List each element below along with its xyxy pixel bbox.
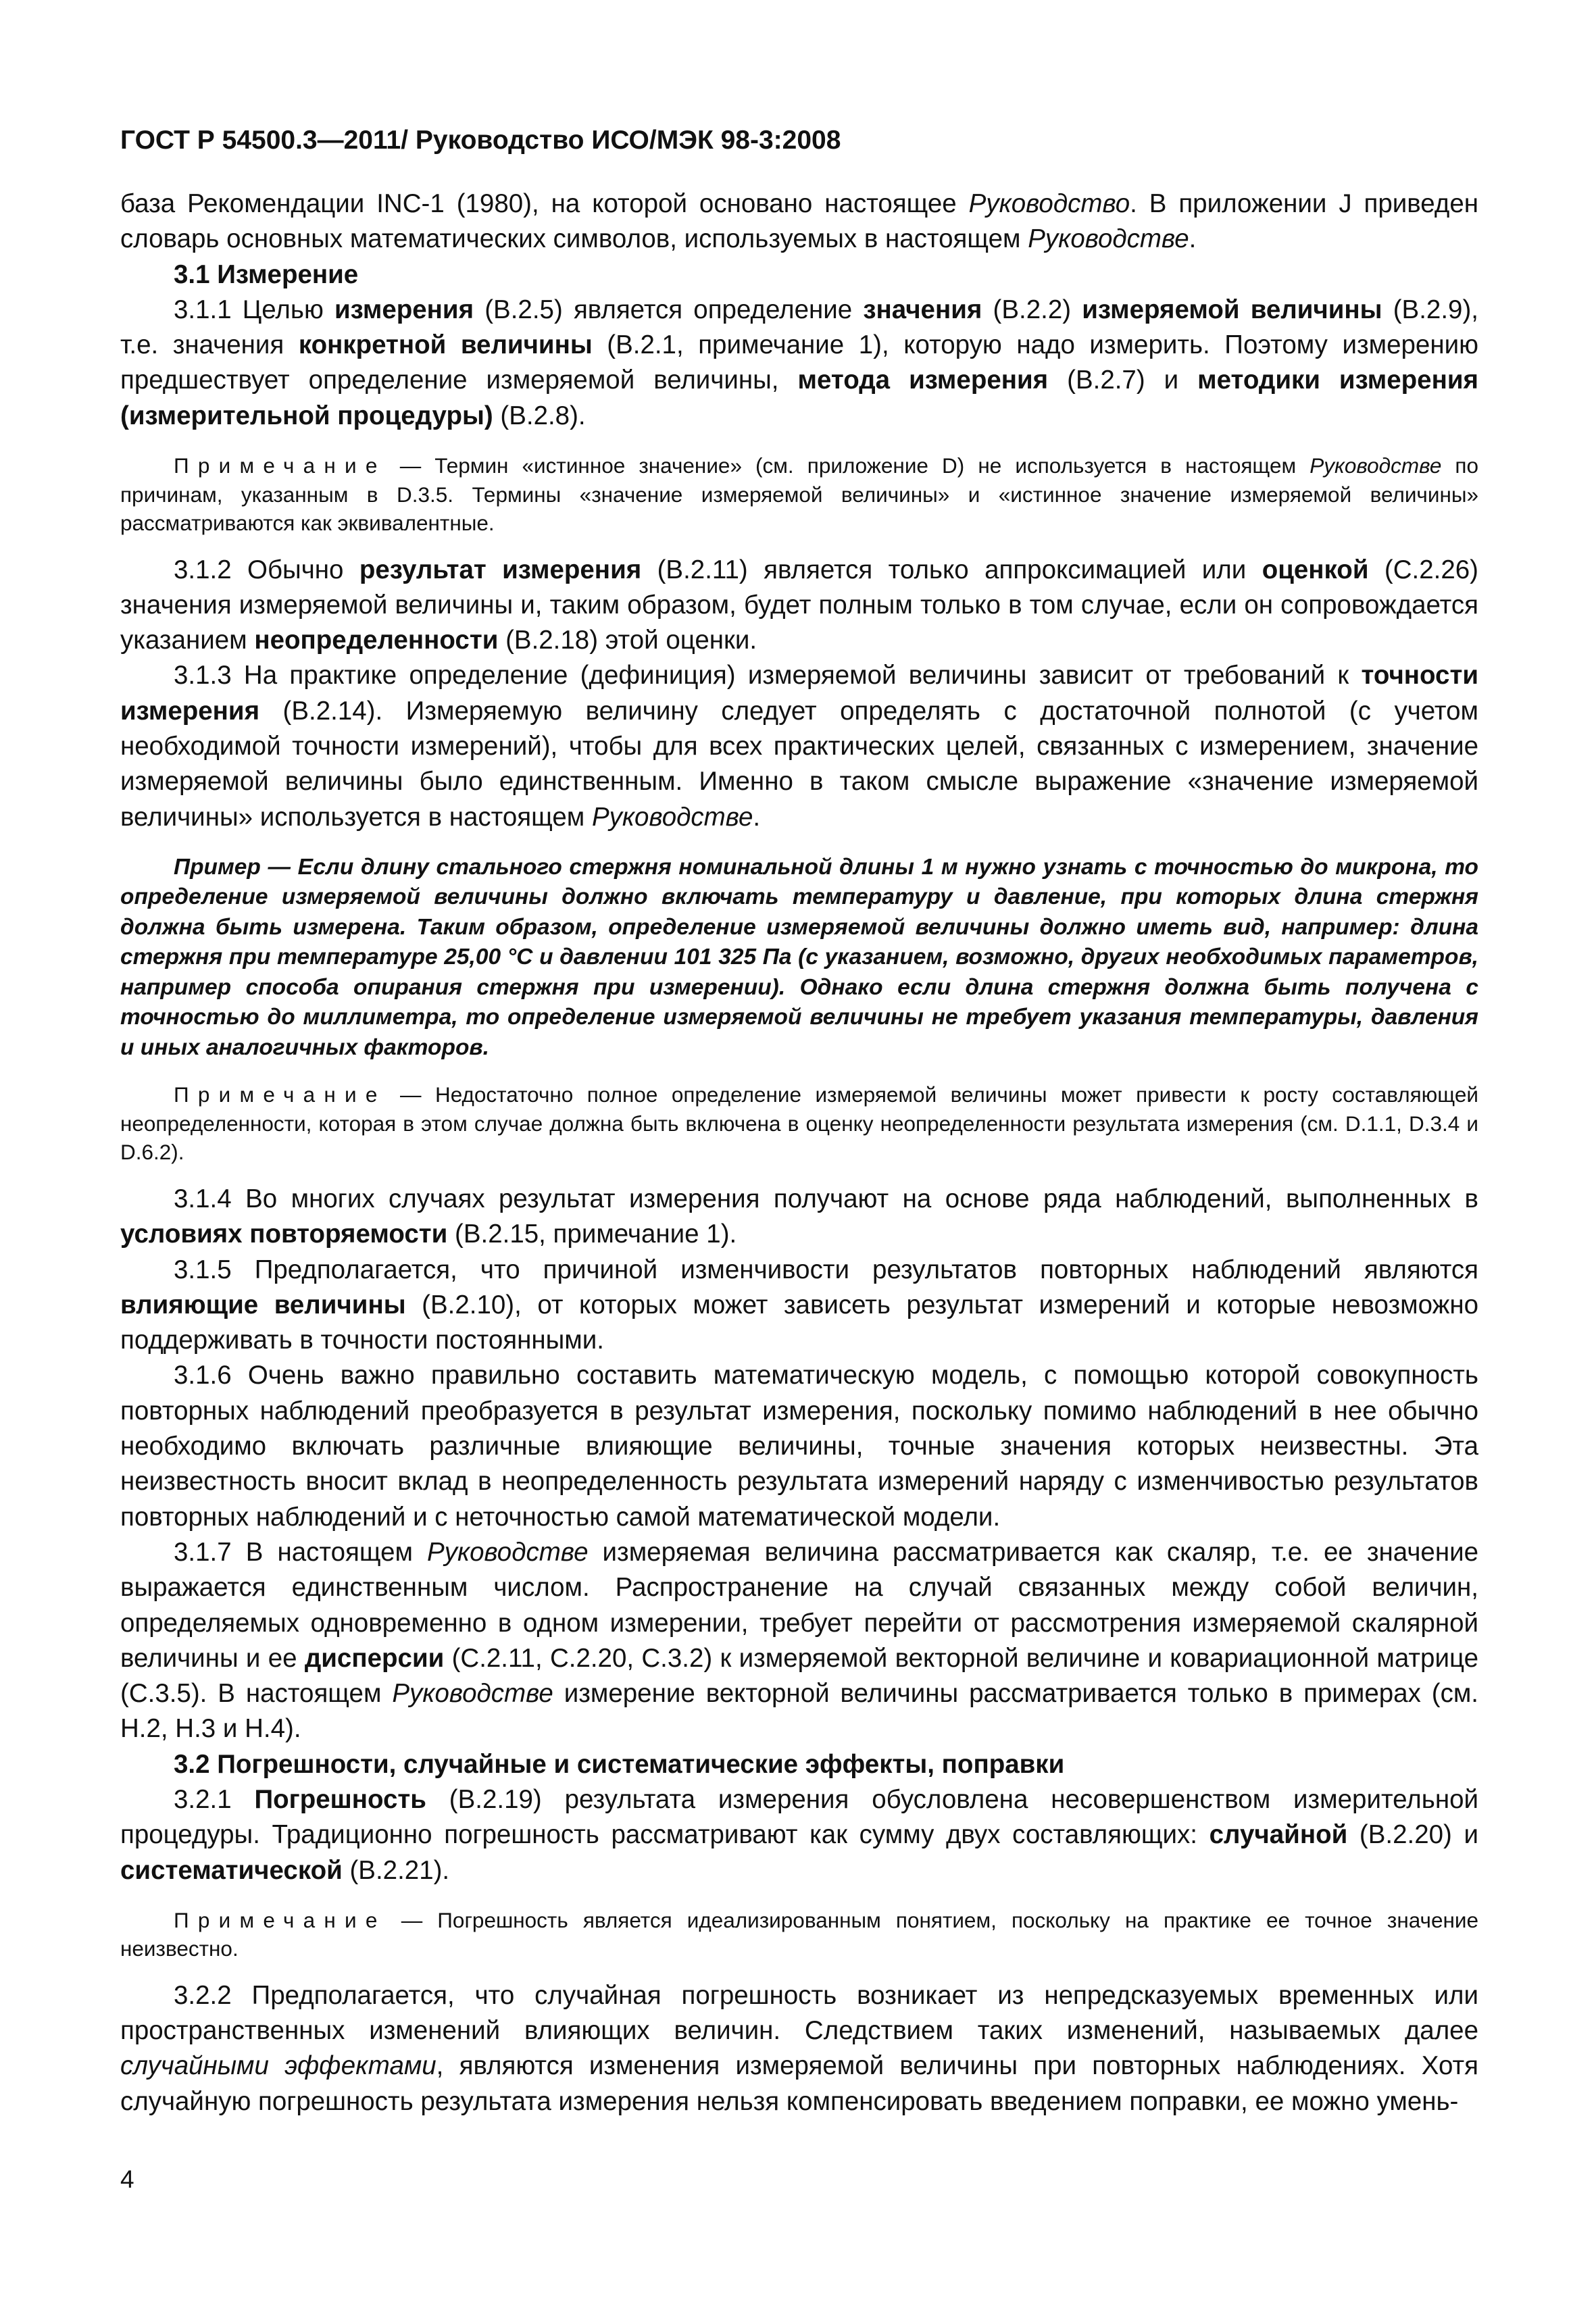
note-label: Примечание (174, 1082, 386, 1107)
note-2: Примечание — Недостаточно полное определение измеряемой величины может привести к росту составляющей неопределенности, которая в этом случае должна быть включена в оценку неопределенности результата измерения (см. D.1.1, D.3.4 и D.6.2). (120, 1082, 1478, 1165)
paragraph-3-1-2: 3.1.2 Обычно результат измерения (B.2.11) является только аппроксимацией или оценкой (C.2.26) значения измеряемой величины и, таким образом, будет полным только в том случае, если он сопровождается указанием неопределенности (B.2.18) этой оценки. (120, 555, 1478, 655)
intro-paragraph: база Рекомендации INC-1 (1980), на которой основано настоящее Руководство. В приложении J приведен словарь основных математических символов, используемых в настоящем Руководстве. (120, 189, 1479, 254)
note-3: Примечание — Погрешность является идеализированным понятием, поскольку на практике ее точное значение неизвестно. (120, 1907, 1478, 1961)
note-label: Примечание (174, 453, 386, 478)
note-label: Примечание (174, 1907, 386, 1932)
paragraph-3-1-4: 3.1.4 Во многих случаях результат измерения получают на основе ряда наблюдений, выполненных в условиях повторяемости (B.2.15, примечание 1). (120, 1184, 1478, 1249)
paragraph-3-2-1: 3.2.1 Погрешность (B.2.19) результата измерения обусловлена несовершенством измерительной процедуры. Традиционно погрешность рассматривают как сумму двух составляющих: случайной (B.2.20) и систематической (B.2.21). (120, 1785, 1478, 1885)
page-number: 4 (120, 2165, 134, 2193)
example-block: Пример — Если длину стального стержня номинальной длины 1 м нужно узнать с точностью до микрона, то определение измеряемой величины должно включать температуру и давление, при которых длина стержня должна быть измерена. Таким образом, определение измеряемой величины должно иметь вид, например: длина стержня при температуре 25,00 °С и давлении 101 325 Па (с указанием, возможно, других необходимых параметров, например способа опирания стержня при измерении). Однако если длина стержня должна быть получена с точностью до миллиметра, то определение измеряемой величины не требует указания температуры, давления и иных аналогичных факторов. (120, 854, 1478, 1060)
paragraph-3-1-1: 3.1.1 Целью измерения (B.2.5) является определение значения (B.2.2) измеряемой величины (B.2.9), т.е. значения конкретной величины (B.2.1, примечание 1), которую надо измерить. Поэтому измерению предшествует определение измеряемой величины, метода измерения (B.2.7) и методики измерения (измерительной процедуры) (B.2.8). (120, 295, 1478, 430)
document-page (120, 101, 1478, 2119)
section-3-2-title: 3.2 Погрешности, случайные и систематические эффекты, поправки (174, 1749, 1065, 1779)
paragraph-3-1-6: 3.1.6 Очень важно правильно составить математическую модель, с помощью которой совокупность повторных наблюдений преобразуется в результат измерения, поскольку помимо наблюдений в нее обычно необходимо включать различные влияющие величины, точные значения которых неизвестны. Эта неизвестность вносит вклад в неопределенность результата измерений наряду с изменчивостью результатов повторных наблюдений и с неточностью самой математической модели. (120, 1361, 1478, 1532)
paragraph-3-1-5: 3.1.5 Предполагается, что причиной изменчивости результатов повторных наблюдений являются влияющие величины (B.2.10), от которых может зависеть результат измерений и которые невозможно поддерживать в точности постоянными. (120, 1255, 1478, 1355)
paragraph-3-2-2: 3.2.2 Предполагается, что случайная погрешность возникает из непредсказуемых временных или пространственных изменений влияющих величин. Следствием таких изменений, называемых далее случайными эффектами, являются изменения измеряемой величины при повторных наблюдениях. Хотя случайную погрешность результата измерения нельзя компенсировать введением поправки, ее можно умень- (120, 1980, 1478, 2116)
note-1: Примечание — Термин «истинное значение» (см. приложение D) не используется в настоящем Руководстве по причинам, указанным в D.3.5. Термины «значение измеряемой величины» и «истинное значение измеряемой величины» рассматриваются как эквивалентные. (120, 453, 1479, 536)
paragraph-3-1-7: 3.1.7 В настоящем Руководстве измеряемая величина рассматривается как скаляр, т.е. ее значение выражается единственным числом. Распространение на случай связанных между собой величин, определяемых одновременно в одном измерении, требует перейти от рассмотрения измеряемой скалярной величины и ее дисперсии (C.2.11, C.2.20, C.3.2) к измеряемой векторной величине и ковариационной матрице (C.3.5). В настоящем Руководстве измерение векторной величины рассматривается только в примерах (см. H.2, H.3 и H.4). (120, 1537, 1479, 1744)
document-header: ГОСТ Р 54500.3—2011/ Руководство ИСО/МЭК 98-3:2008 (120, 126, 841, 155)
paragraph-3-1-3: 3.1.3 На практике определение (дефиниция) измеряемой величины зависит от требований к точности измерения (B.2.14). Измеряемую величину следует определять с достаточной полнотой (с учетом необходимой точности измерений), чтобы для всех практических целей, связанных с измерением, значение измеряемой величины было единственным. Именно в таком смысле выражение «значение измеряемой величины» используется в настоящем Руководстве. (120, 661, 1478, 832)
section-3-1-title: 3.1 Измерение (174, 259, 359, 289)
